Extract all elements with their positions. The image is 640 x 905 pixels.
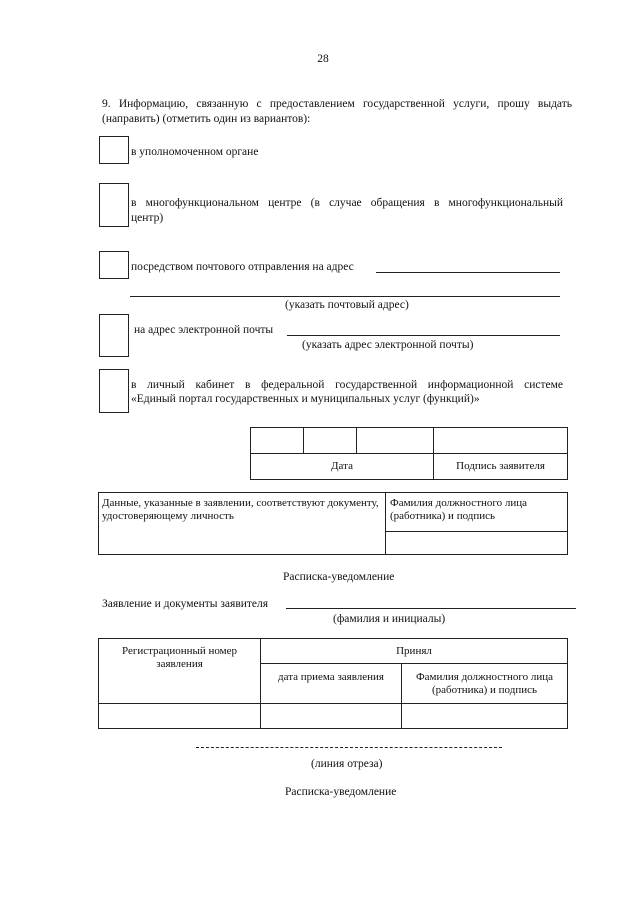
option-portal-label-line2: «Единый портал государственных и муниципальных услуг (функций)» — [131, 393, 480, 405]
receipt-title-1: Расписка-уведомление — [283, 571, 395, 583]
verification-statement: Данные, указанные в заявлении, соответствуют документу, удостоверяющему личность — [99, 493, 386, 555]
receipt-title-2: Расписка-уведомление — [285, 786, 397, 798]
accepted-header: Принял — [261, 639, 568, 664]
email-address-caption: (указать адрес электронной почты) — [302, 339, 474, 351]
official-header: Фамилия должностного лица (работника) и подпись — [402, 664, 568, 704]
signature-label: Подпись заявителя — [434, 454, 568, 480]
option-authorized-body-label: в уполномоченном органе — [131, 146, 259, 158]
email-address-field[interactable] — [287, 335, 560, 336]
postal-address-caption: (указать почтовый адрес) — [285, 299, 409, 311]
option-email-label: на адрес электронной почты — [134, 324, 274, 336]
reg-number-cell[interactable] — [99, 704, 261, 729]
receipt-statement: Заявление и документы заявителя — [102, 598, 269, 610]
option-mfc-label-line1: в многофункциональном центре (в случае обращения в многофункциональный — [131, 197, 563, 209]
date-label: Дата — [251, 454, 434, 480]
item9-line2: (направить) (отметить один из вариантов): — [102, 113, 311, 125]
checkbox-email[interactable] — [99, 314, 129, 357]
item9-line1: 9. Информацию, связанную с предоставлением государственной услуги, прошу выдать — [102, 98, 572, 110]
checkbox-mfc[interactable] — [99, 183, 129, 227]
official-name-label: Фамилия должностного лица (работника) и подпись — [386, 493, 568, 532]
postal-address-field[interactable] — [376, 272, 560, 273]
official-signature-cell[interactable] — [386, 532, 568, 555]
checkbox-portal[interactable] — [99, 369, 129, 413]
official-cell[interactable] — [402, 704, 568, 729]
postal-address-field-line2[interactable] — [130, 296, 560, 297]
date-received-header: дата приема заявления — [261, 664, 402, 704]
verification-table — [98, 492, 568, 555]
option-postal-label: посредством почтового отправления на адрес — [131, 261, 354, 273]
option-mfc-label-line2: центр) — [131, 212, 164, 224]
signature-cell[interactable] — [434, 428, 568, 454]
checkbox-authorized-body[interactable] — [99, 136, 129, 164]
reg-number-header: Регистрационный номер заявления — [99, 639, 261, 704]
date-signature-table — [250, 427, 568, 480]
cut-line — [196, 747, 502, 748]
page-number: 28 — [317, 53, 329, 65]
option-portal-label-line1: в личный кабинет в федеральной государственной информационной системе — [131, 379, 563, 391]
date-received-cell[interactable] — [261, 704, 402, 729]
cut-line-caption: (линия отреза) — [311, 758, 383, 770]
receipt-table — [98, 638, 568, 729]
date-month-cell[interactable] — [304, 428, 356, 454]
applicant-name-field[interactable] — [286, 608, 576, 609]
date-year-cell[interactable] — [356, 428, 433, 454]
applicant-name-caption: (фамилия и инициалы) — [333, 613, 446, 625]
checkbox-postal[interactable] — [99, 251, 129, 279]
date-day-cell[interactable] — [251, 428, 304, 454]
